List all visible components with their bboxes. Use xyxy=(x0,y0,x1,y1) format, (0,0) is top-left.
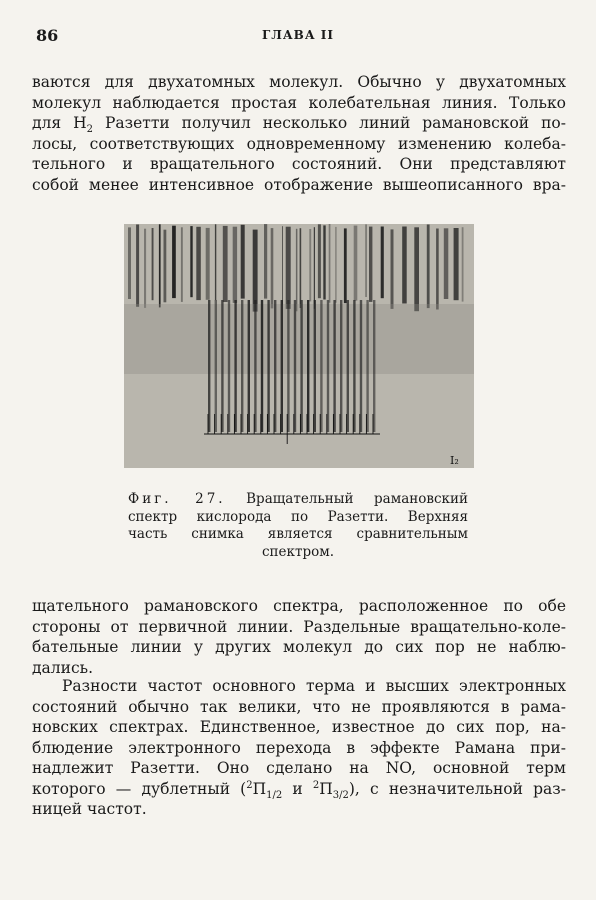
raman-line xyxy=(248,300,250,432)
spectral-line xyxy=(190,226,192,297)
spectral-line xyxy=(144,229,146,308)
spectral-line xyxy=(282,226,283,304)
raman-line xyxy=(274,300,276,432)
text-line: Разности частот основного терма и высших электронных xyxy=(62,677,566,695)
raman-line xyxy=(373,300,375,432)
text-line: для $H_2$ Разетти получил несколько линий рамановской по- xyxy=(32,114,566,134)
chapter-title: ГЛАВА II xyxy=(262,28,334,42)
spectral-line xyxy=(427,225,430,309)
spectral-line xyxy=(136,225,139,307)
raman-line xyxy=(294,300,296,432)
caption-line: часть снимка является сравнительным xyxy=(128,526,468,542)
text-line: щательного рамановского спектра, расположенное по обе xyxy=(32,597,566,615)
spectral-line xyxy=(454,228,459,300)
text-line: состояний обычно так велики, что не проявляются в рама- xyxy=(32,697,566,716)
raman-line xyxy=(366,300,368,432)
spectral-line xyxy=(223,226,228,302)
spectral-line xyxy=(402,227,407,304)
page-header xyxy=(36,26,560,46)
spectral-line xyxy=(369,227,372,302)
raman-spectrum-image xyxy=(124,224,474,468)
raman-line xyxy=(287,300,289,432)
spectral-line xyxy=(181,227,183,302)
spectral-line xyxy=(241,225,245,299)
page-number: 86 xyxy=(36,26,59,45)
paragraph-middle xyxy=(32,596,566,678)
text-line: бательные линии у других молекул до сих пор не наблю- xyxy=(32,638,566,656)
spectral-line xyxy=(444,228,449,299)
raman-line xyxy=(267,300,269,432)
text-line: дались. xyxy=(32,658,94,677)
raman-line xyxy=(340,300,342,432)
raman-line xyxy=(347,300,349,432)
raman-line xyxy=(234,300,236,432)
text-line: блюдение электронного перехода в эффекте Рамана при- xyxy=(32,738,566,757)
spectral-line xyxy=(381,227,384,299)
raman-line xyxy=(333,300,335,432)
paragraph-top xyxy=(32,72,566,195)
raman-line xyxy=(320,300,322,432)
raman-line xyxy=(261,300,263,432)
paragraph-bottom xyxy=(32,676,566,820)
spectral-line xyxy=(309,229,311,301)
raman-line xyxy=(241,300,243,432)
spectral-line xyxy=(253,230,258,312)
exposure-band xyxy=(124,304,474,374)
figure-corner-mark: I₂ xyxy=(450,454,459,467)
spectral-line xyxy=(159,224,161,307)
spectral-line xyxy=(436,229,439,310)
spectral-line xyxy=(286,227,291,309)
spectral-line xyxy=(323,225,325,299)
spectral-line xyxy=(391,229,394,309)
spectral-line xyxy=(233,227,237,303)
spectral-line xyxy=(215,224,216,300)
spectral-line xyxy=(462,227,464,301)
spectral-line xyxy=(314,227,315,309)
spectral-line xyxy=(271,228,274,308)
figure-caption xyxy=(128,491,468,561)
spectral-line xyxy=(196,227,201,300)
raman-line xyxy=(215,300,217,432)
spectral-line xyxy=(335,227,336,303)
spectral-line xyxy=(296,229,298,311)
text-line: стороны от первичной линии. Раздельные вращательно-коле- xyxy=(32,617,566,636)
text-line: которого — дублетный ($^2\Pi_{1/2}$ и $^2\Pi_{3/2}$), с незначительной раз- xyxy=(32,779,566,799)
raman-line xyxy=(228,300,230,432)
spectral-line xyxy=(206,228,210,300)
text-line: собой менее интенсивное отображение вышеописанного вра- xyxy=(32,175,566,194)
raman-line xyxy=(208,300,210,432)
spectral-line xyxy=(128,227,131,299)
caption-line: спектром. xyxy=(261,543,334,560)
text-line: тельного и вращательного состояний. Они представляют xyxy=(32,155,566,173)
text-line: лосы, соответствующих одновременному изменению колеба- xyxy=(32,134,566,153)
raman-line xyxy=(314,300,316,432)
text-line: ваются для двухатомных молекул. Обычно у двухатомных xyxy=(32,73,566,91)
raman-line xyxy=(281,300,283,432)
raman-line xyxy=(300,300,302,432)
figure-label: Фиг. 27. xyxy=(128,491,226,507)
spectral-line xyxy=(365,224,366,297)
raman-line xyxy=(353,300,355,432)
spectral-line xyxy=(152,228,154,300)
raman-line xyxy=(327,300,329,432)
spectral-line xyxy=(172,226,176,298)
spectral-line xyxy=(344,228,347,303)
caption-line: Фиг. 27. Вращательный рамановский xyxy=(128,491,468,507)
spectral-line xyxy=(300,228,302,308)
spectral-line xyxy=(329,224,331,303)
spectral-line xyxy=(164,230,167,303)
raman-line xyxy=(360,300,362,432)
caption-line: спектр кислорода по Разетти. Верхняя xyxy=(128,508,468,525)
raman-line xyxy=(307,300,309,432)
text-line: молекул наблюдается простая колебательная линия. Только xyxy=(32,93,566,112)
text-line: ницей частот. xyxy=(32,800,147,818)
text-line: надлежит Разетти. Оно сделано на NO, основной терм xyxy=(32,759,566,777)
spectrum-photograph xyxy=(124,224,474,468)
spectral-line xyxy=(414,227,419,311)
raman-line xyxy=(221,300,223,432)
text-line: новских спектрах. Единственное, известное до сих пор, на- xyxy=(32,718,566,736)
spectral-line xyxy=(354,226,358,301)
spectral-line xyxy=(264,224,267,299)
spectral-line xyxy=(318,224,321,298)
raman-line xyxy=(254,300,256,432)
